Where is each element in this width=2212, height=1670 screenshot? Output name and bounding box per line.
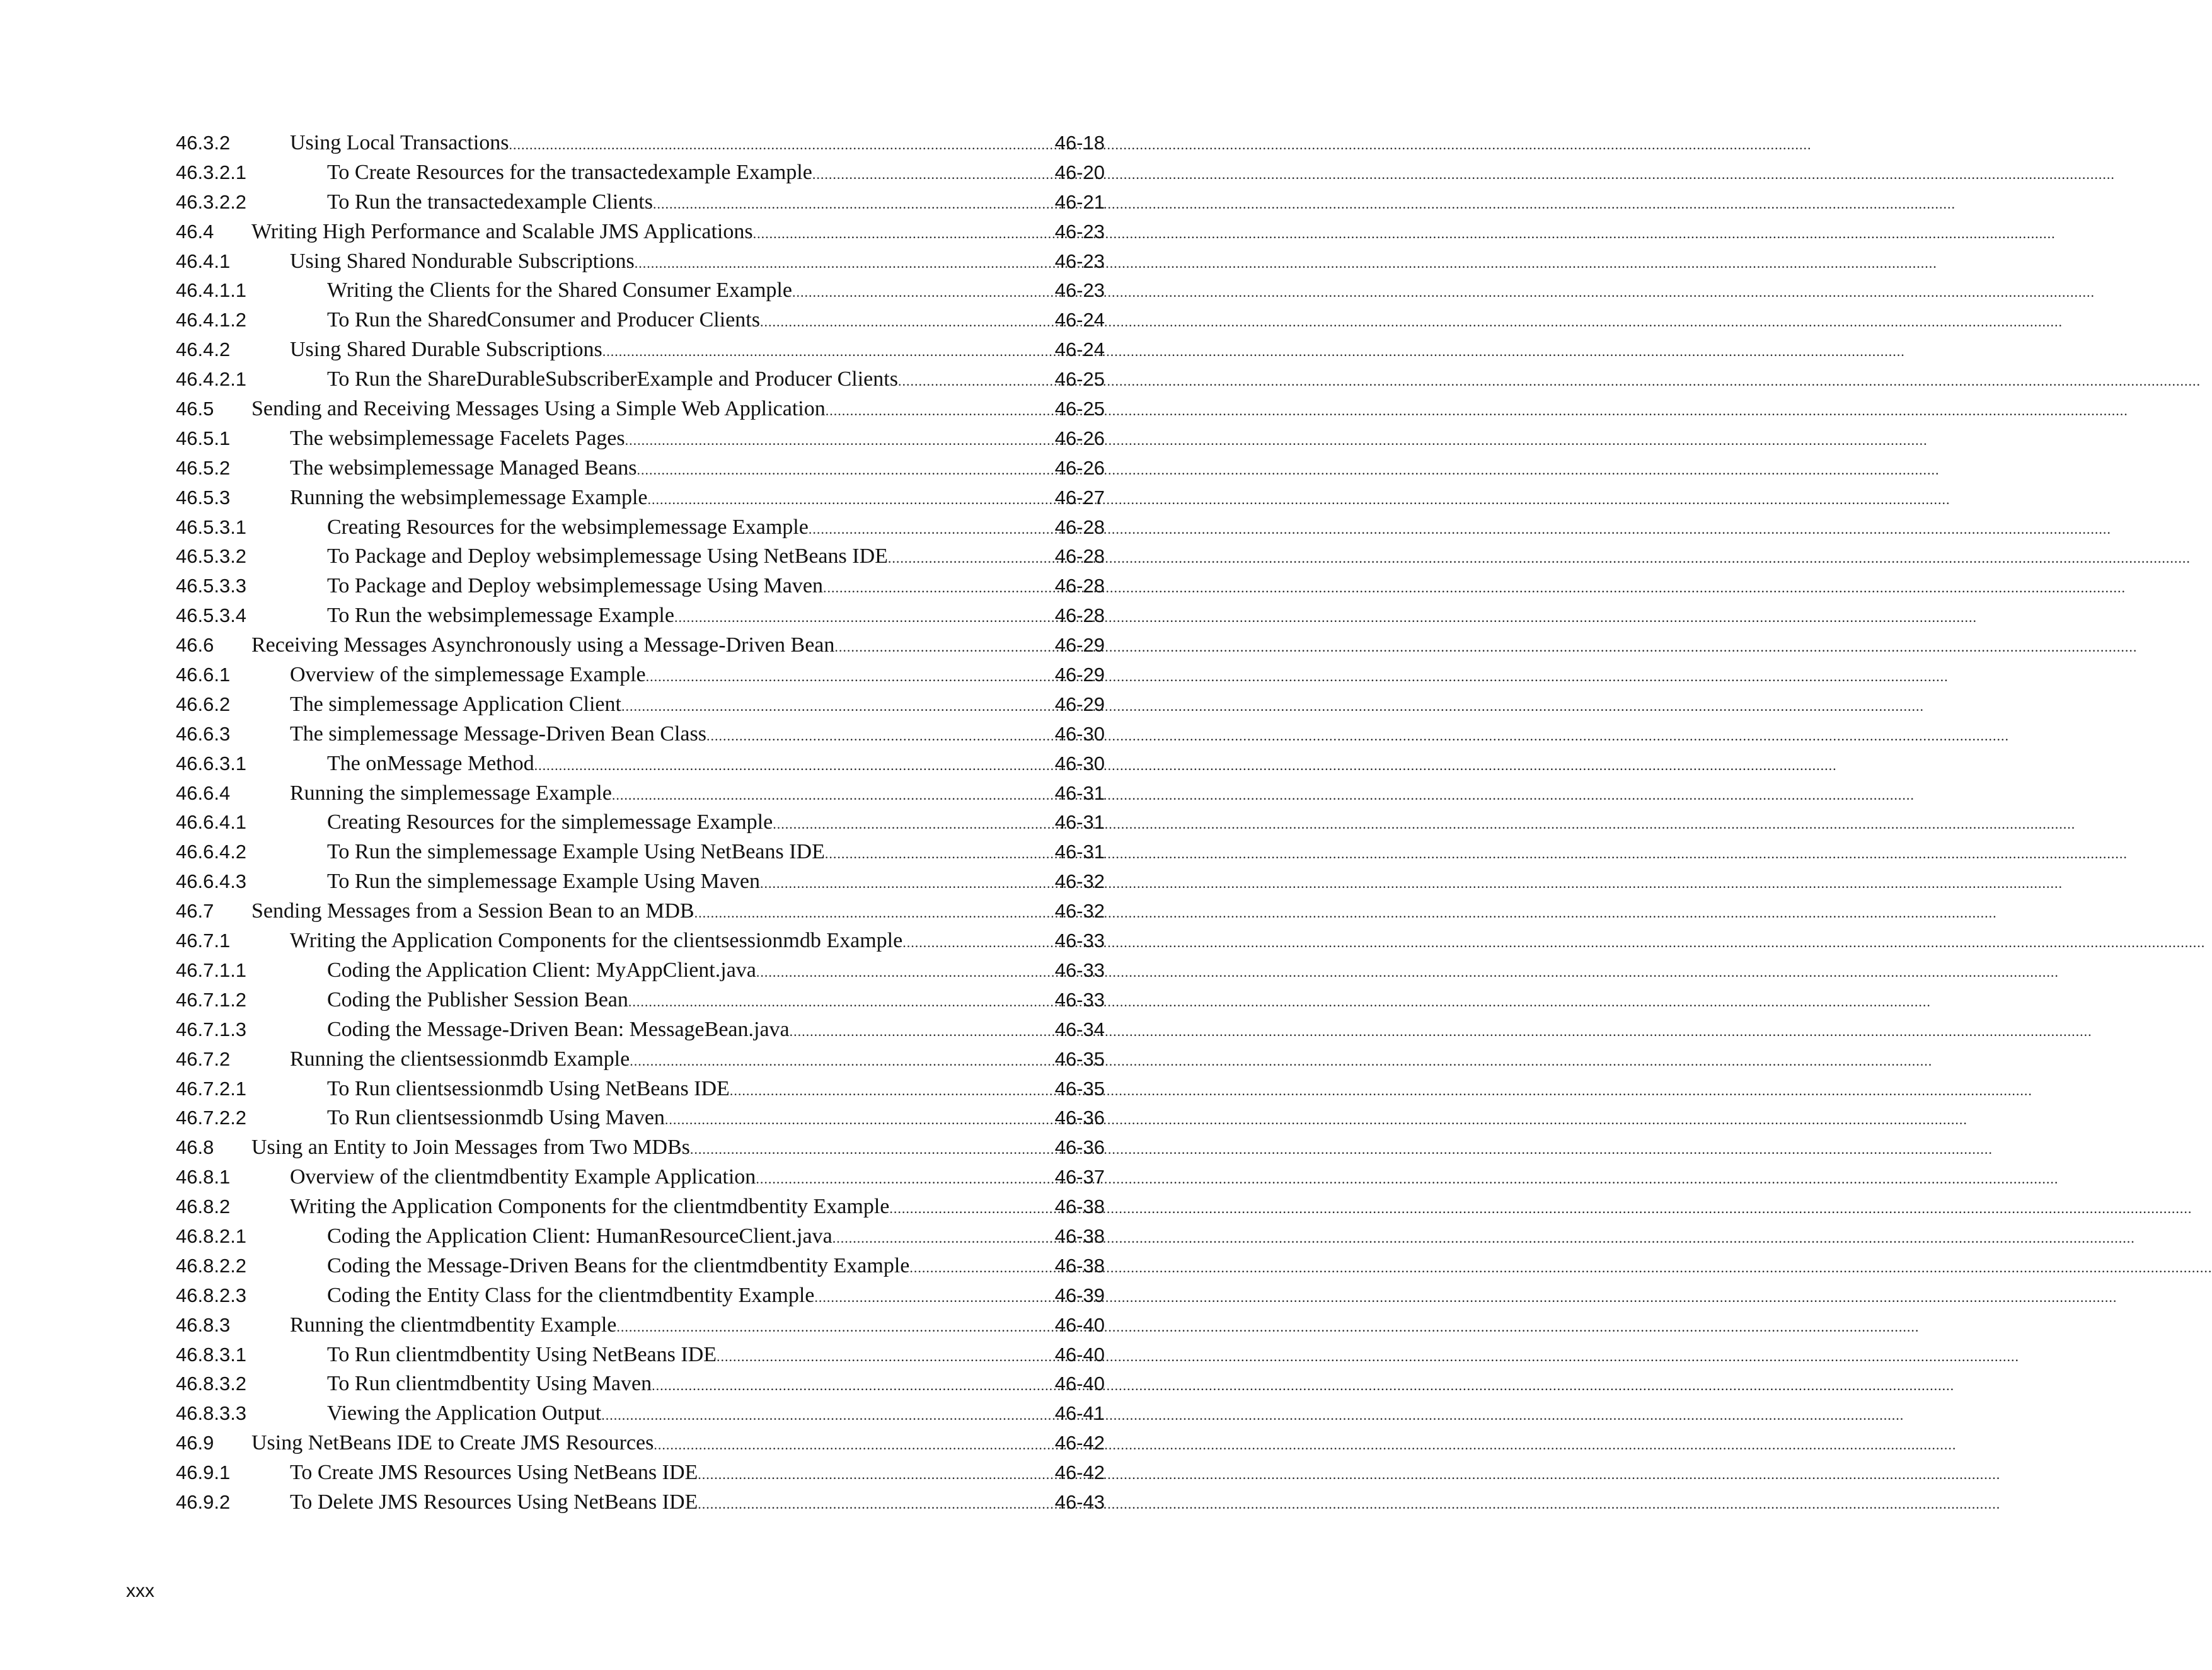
toc-entry-title[interactable]: To Run clientmdbentity Using NetBeans IDE: [327, 1342, 717, 1366]
toc-entry[interactable]: 46.8 Using an Entity to Join Messages from Two MDBs ..... 46-36: [176, 1133, 1105, 1163]
toc-entry-page[interactable]: 46-35: [1054, 1077, 1105, 1100]
toc-entry[interactable]: 46.5.3.4 To Run the websimplemessage Example ..... 46-28: [176, 601, 1105, 631]
toc-dot-leader: [756, 1165, 1032, 1194]
toc-entry-title[interactable]: Writing High Performance and Scalable JMS Applications: [251, 219, 753, 243]
toc-entry-page[interactable]: 46-18: [1054, 132, 1105, 154]
toc-dot-leader: [809, 515, 1032, 544]
toc-entry-page[interactable]: 46-39: [1054, 1284, 1105, 1306]
toc-entry-title[interactable]: To Run clientsessionmdb Using NetBeans IDE: [327, 1076, 730, 1100]
toc-entry-page[interactable]: 46-33: [1054, 959, 1105, 981]
toc-entry-page[interactable]: 46-36: [1054, 1107, 1105, 1129]
toc-entry-page[interactable]: 46-25: [1054, 398, 1105, 420]
toc-entry[interactable]: 46.3.2 Using Local Transactions ..... 46-18: [176, 129, 1105, 158]
toc-entry-page[interactable]: 46-31: [1054, 811, 1105, 834]
toc-entry-page[interactable]: 46-40: [1054, 1343, 1105, 1366]
toc-entry[interactable]: 46.8.2.2 Coding the Message-Driven Beans for the clientmdbentity Example ..... 46-38: [176, 1252, 1105, 1281]
toc-dot-leader: [652, 1371, 1032, 1401]
toc-entry-title[interactable]: To Run the websimplemessage Example: [327, 604, 674, 628]
toc-entry[interactable]: 46.9 Using NetBeans IDE to Create JMS Resources ..... 46-42: [176, 1429, 1105, 1458]
toc-entry[interactable]: 46.3.2.2 To Run the transactedexample Clients ..... 46-21: [176, 188, 1105, 217]
toc-entry-page[interactable]: 46-41: [1054, 1402, 1105, 1425]
toc-entry-page[interactable]: 46-28: [1054, 515, 1105, 538]
toc-entry-title[interactable]: To Package and Deploy websimplemessage Using Maven: [327, 574, 823, 598]
toc-entry-page[interactable]: 46-38: [1054, 1224, 1105, 1247]
toc-entry-title[interactable]: Running the clientmdbentity Example: [290, 1313, 617, 1337]
toc-entry-page[interactable]: 46-29: [1054, 634, 1105, 657]
toc-dot-leader: [902, 928, 1032, 958]
toc-dot-leader: [654, 1431, 1032, 1460]
toc-entry-title[interactable]: The simplemessage Application Client: [290, 692, 621, 716]
toc-entry-title[interactable]: Coding the Entity Class for the clientmdbentity Example: [327, 1283, 815, 1307]
toc-dot-leader: [792, 278, 1032, 308]
toc-entry-page[interactable]: 46-42: [1054, 1461, 1105, 1484]
toc-entry[interactable]: 46.8.3 Running the clientmdbentity Example ..... 46-40: [176, 1311, 1105, 1340]
toc-entry-title[interactable]: Writing the Application Components for the clientsessionmdb Example: [290, 929, 903, 953]
toc-entry-title[interactable]: Using NetBeans IDE to Create JMS Resources: [251, 1431, 654, 1455]
toc-entry[interactable]: 46.3.2.1 To Create Resources for the transactedexample Example ..... 46-20: [176, 158, 1105, 188]
toc-entry-page[interactable]: 46-43: [1054, 1490, 1105, 1513]
toc-dot-leader: [888, 544, 1032, 573]
toc-dot-leader: [698, 1490, 1032, 1519]
toc-entry[interactable]: 46.6.3.1 The onMessage Method ..... 46-30: [176, 749, 1105, 779]
toc-entry-title[interactable]: The websimplemessage Facelets Pages: [290, 426, 625, 450]
toc-entry-title[interactable]: Writing the Clients for the Shared Consumer Example: [327, 279, 792, 302]
toc-entry-title[interactable]: Writing the Application Components for the clientmdbentity Example: [290, 1195, 890, 1219]
toc-entry-title[interactable]: The websimplemessage Managed Beans: [290, 456, 637, 480]
toc-entry-page[interactable]: 46-33: [1054, 988, 1105, 1011]
toc-dot-leader: [690, 1135, 1032, 1165]
toc-entry[interactable]: 46.8.3.2 To Run clientmdbentity Using Maven ..... 46-40: [176, 1369, 1105, 1399]
toc-dot-leader: [834, 633, 1032, 662]
toc-dot-leader: [694, 899, 1032, 928]
toc-dot-leader: [730, 1076, 1032, 1106]
toc-entry[interactable]: 46.4.2 Using Shared Durable Subscriptions ..... 46-24: [176, 335, 1105, 365]
toc-entry-page[interactable]: 46-40: [1054, 1313, 1105, 1336]
toc-dot-leader: [823, 573, 1032, 603]
toc-entry[interactable]: 46.5.1 The websimplemessage Facelets Pages ..... 46-26: [176, 424, 1105, 454]
toc-entry-page[interactable]: 46-40: [1054, 1373, 1105, 1395]
toc-entry-title[interactable]: The onMessage Method: [327, 751, 534, 775]
toc-entry-page[interactable]: 46-24: [1054, 309, 1105, 331]
toc-dot-leader: [812, 160, 1032, 190]
toc-dot-leader: [625, 426, 1032, 456]
toc-entry[interactable]: 46.7.1.2 Coding the Publisher Session Bean ..... 46-33: [176, 986, 1105, 1015]
toc-dot-leader: [602, 337, 1032, 367]
toc-entry-page[interactable]: 46-42: [1054, 1432, 1105, 1454]
toc-dot-leader: [630, 1047, 1032, 1076]
toc-entry[interactable]: 46.5 Sending and Receiving Messages Using a Simple Web Application ..... 46-25: [176, 394, 1105, 424]
toc-dot-leader: [753, 219, 1032, 249]
toc-entry-page[interactable]: 46-36: [1054, 1136, 1105, 1159]
toc-entry-page[interactable]: 46-25: [1054, 368, 1105, 391]
toc-entry-title[interactable]: To Delete JMS Resources Using NetBeans IDE: [290, 1490, 698, 1514]
toc-dot-leader: [635, 249, 1032, 279]
toc-dot-leader: [612, 781, 1032, 810]
toc-entry[interactable]: 46.6.4.1 Creating Resources for the simplemessage Example ..... 46-31: [176, 808, 1105, 838]
toc-entry-page[interactable]: 46-23: [1054, 220, 1105, 243]
toc-entry[interactable]: 46.7 Sending Messages from a Session Bean to an MDB ..... 46-32: [176, 897, 1105, 926]
toc-entry[interactable]: 46.5.3 Running the websimplemessage Example ..... 46-27: [176, 483, 1105, 513]
toc-entry-title[interactable]: The simplemessage Message-Driven Bean Class: [290, 722, 706, 746]
toc-entry-title[interactable]: Using Shared Nondurable Subscriptions: [290, 249, 635, 273]
toc-entry[interactable]: 46.6.4.2 To Run the simplemessage Example Using NetBeans IDE ..... 46-31: [176, 838, 1105, 867]
toc-dot-leader: [509, 130, 1032, 160]
toc-entry-title[interactable]: To Run the ShareDurableSubscriberExample and Producer Clients: [327, 367, 898, 391]
toc-dot-leader: [832, 1224, 1032, 1253]
toc-entry-page[interactable]: 46-37: [1054, 1166, 1105, 1189]
toc-entry[interactable]: 46.8.2.1 Coding the Application Client: HumanResourceClient.java ..... 46-38: [176, 1222, 1105, 1252]
toc-entry-page[interactable]: 46-23: [1054, 279, 1105, 302]
toc-entry-page[interactable]: 46-26: [1054, 427, 1105, 449]
toc-entry-title[interactable]: Coding the Message-Driven Beans for the clientmdbentity Example: [327, 1253, 910, 1277]
toc-dot-leader: [760, 308, 1032, 337]
toc-entry-title[interactable]: To Run clientmdbentity Using Maven: [327, 1372, 652, 1396]
toc-dot-leader: [621, 692, 1032, 722]
toc-entry-title[interactable]: Sending Messages from a Session Bean to an MDB: [251, 899, 694, 923]
toc-entry[interactable]: 46.8.3.3 Viewing the Application Output ..... 46-41: [176, 1399, 1105, 1429]
toc-entry-page[interactable]: 46-21: [1054, 190, 1105, 213]
toc-entry-title[interactable]: Overview of the clientmdbentity Example Application: [290, 1165, 756, 1189]
toc-entry[interactable]: 46.7.2 Running the clientsessionmdb Example ..... 46-35: [176, 1045, 1105, 1074]
toc-dot-leader: [653, 190, 1032, 219]
toc-entry-title[interactable]: To Run the SharedConsumer and Producer Clients: [327, 308, 760, 332]
table-of-contents: [176, 129, 1105, 1517]
toc-entry-title[interactable]: Coding the Message-Driven Bean: MessageBean.java: [327, 1017, 790, 1041]
toc-dot-leader: [637, 456, 1032, 485]
toc-entry-page[interactable]: 46-28: [1054, 545, 1105, 568]
toc-entry-page[interactable]: 46-30: [1054, 752, 1105, 775]
toc-entry-title[interactable]: To Run the simplemessage Example Using NetBeans IDE: [327, 840, 825, 864]
toc-entry-title[interactable]: Coding the Publisher Session Bean: [327, 988, 628, 1011]
toc-entry[interactable]: 46.7.1.1 Coding the Application Client: MyAppClient.java ..... 46-33: [176, 956, 1105, 986]
toc-dot-leader: [826, 396, 1032, 426]
toc-entry-title[interactable]: Viewing the Application Output: [327, 1402, 602, 1425]
toc-entry-page[interactable]: 46-28: [1054, 604, 1105, 627]
toc-entry[interactable]: 46.8.2 Writing the Application Components for the clientmdbentity Example ..... 46-38: [176, 1192, 1105, 1222]
toc-entry[interactable]: 46.8.2.3 Coding the Entity Class for the clientmdbentity Example ..... 46-39: [176, 1281, 1105, 1311]
toc-entry[interactable]: 46.6.4.3 To Run the simplemessage Example Using Maven ..... 46-32: [176, 867, 1105, 897]
toc-entry[interactable]: 46.9.1 To Create JMS Resources Using NetBeans IDE ..... 46-42: [176, 1458, 1105, 1488]
toc-entry[interactable]: 46.5.3.1 Creating Resources for the websimplemessage Example ..... 46-28: [176, 513, 1105, 543]
toc-entry-title[interactable]: Coding the Application Client: MyAppClient.java: [327, 958, 756, 982]
toc-entry-page[interactable]: 46-32: [1054, 870, 1105, 893]
toc-dot-leader: [756, 958, 1032, 988]
toc-dot-leader: [909, 1253, 1032, 1283]
toc-dot-leader: [706, 722, 1032, 751]
toc-entry-title[interactable]: To Run the transactedexample Clients: [327, 190, 653, 214]
toc-dot-leader: [601, 1401, 1032, 1431]
toc-dot-leader: [889, 1194, 1032, 1224]
toc-entry-title[interactable]: Overview of the simplemessage Example: [290, 663, 646, 687]
toc-entry-page[interactable]: 46-24: [1054, 338, 1105, 361]
toc-entry[interactable]: 46.6.4 Running the simplemessage Example ..... 46-31: [176, 779, 1105, 809]
toc-entry[interactable]: 46.4 Writing High Performance and Scalable JMS Applications ..... 46-23: [176, 217, 1105, 247]
toc-dot-leader: [760, 869, 1032, 899]
toc-entry-page[interactable]: 46-28: [1054, 575, 1105, 597]
toc-entry[interactable]: 46.4.1 Using Shared Nondurable Subscriptions ..... 46-23: [176, 247, 1105, 277]
toc-dot-leader: [773, 810, 1032, 839]
toc-entry-title[interactable]: Running the simplemessage Example: [290, 781, 612, 805]
toc-dot-leader: [698, 1460, 1032, 1490]
toc-dot-leader: [616, 1313, 1032, 1342]
toc-entry-page[interactable]: 46-30: [1054, 722, 1105, 745]
toc-entry[interactable]: 46.6.3 The simplemessage Message-Driven Bean Class ..... 46-30: [176, 720, 1105, 749]
toc-entry[interactable]: 46.7.1 Writing the Application Components for the clientsessionmdb Example ..... 46-33: [176, 926, 1105, 956]
toc-dot-leader: [790, 1017, 1032, 1047]
toc-entry-page[interactable]: 46-38: [1054, 1254, 1105, 1277]
toc-entry-title[interactable]: Using Shared Durable Subscriptions: [290, 338, 602, 362]
toc-entry-page[interactable]: 46-38: [1054, 1195, 1105, 1218]
toc-entry-title[interactable]: Creating Resources for the websimplemessage Example: [327, 515, 809, 539]
toc-entry[interactable]: 46.8.1 Overview of the clientmdbentity Example Application ..... 46-37: [176, 1163, 1105, 1192]
toc-entry[interactable]: 46.8.3.1 To Run clientmdbentity Using NetBeans IDE ..... 46-40: [176, 1340, 1105, 1370]
toc-entry[interactable]: 46.6.2 The simplemessage Application Client ..... 46-29: [176, 690, 1105, 720]
toc-entry[interactable]: 46.7.2.1 To Run clientsessionmdb Using NetBeans IDE ..... 46-35: [176, 1074, 1105, 1104]
toc-entry-title[interactable]: Creating Resources for the simplemessage Example: [327, 810, 773, 834]
toc-entry-page[interactable]: 46-29: [1054, 664, 1105, 686]
toc-entry[interactable]: 46.4.2.1 To Run the ShareDurableSubscriberExample and Producer Clients ..... 46-25: [176, 365, 1105, 394]
toc-entry[interactable]: 46.4.1.1 Writing the Clients for the Shared Consumer Example ..... 46-23: [176, 276, 1105, 306]
page-folio: xxx: [126, 1581, 154, 1601]
toc-entry-page[interactable]: 46-35: [1054, 1047, 1105, 1070]
toc-entry-title[interactable]: To Package and Deploy websimplemessage Using NetBeans IDE: [327, 544, 888, 568]
toc-entry-page[interactable]: 46-29: [1054, 693, 1105, 715]
toc-entry[interactable]: 46.7.2.2 To Run clientsessionmdb Using Maven ..... 46-36: [176, 1103, 1105, 1133]
toc-dot-leader: [814, 1283, 1032, 1313]
toc-entry[interactable]: 46.5.2 The websimplemessage Managed Beans ..... 46-26: [176, 454, 1105, 483]
toc-entry[interactable]: 46.5.3.3 To Package and Deploy websimplemessage Using Maven ..... 46-28: [176, 572, 1105, 601]
toc-entry-page[interactable]: 46-31: [1054, 841, 1105, 863]
toc-entry-title[interactable]: Running the websimplemessage Example: [290, 485, 648, 509]
toc-entry-title[interactable]: Receiving Messages Asynchronously using a Message-Driven Bean: [251, 633, 835, 657]
toc-dot-leader: [534, 751, 1032, 781]
toc-entry-page[interactable]: 46-34: [1054, 1018, 1105, 1040]
toc-entry-page[interactable]: 46-27: [1054, 486, 1105, 509]
toc-entry-title[interactable]: To Create JMS Resources Using NetBeans IDE: [290, 1461, 698, 1485]
toc-entry-page[interactable]: 46-20: [1054, 161, 1105, 183]
toc-dot-leader: [898, 367, 1032, 396]
toc-entry-title[interactable]: To Run clientsessionmdb Using Maven: [327, 1106, 665, 1130]
toc-dot-leader: [648, 485, 1032, 515]
toc-entry-title[interactable]: Using an Entity to Join Messages from Two MDBs: [251, 1136, 690, 1160]
toc-entry-title[interactable]: Sending and Receiving Messages Using a Simple Web Application: [251, 397, 826, 421]
toc-entry-page[interactable]: 46-31: [1054, 781, 1105, 804]
toc-entry[interactable]: 46.6.1 Overview of the simplemessage Example ..... 46-29: [176, 660, 1105, 690]
toc-entry-page[interactable]: 46-26: [1054, 456, 1105, 479]
toc-entry-page[interactable]: 46-32: [1054, 900, 1105, 923]
toc-entry-page[interactable]: 46-33: [1054, 930, 1105, 952]
toc-entry[interactable]: 46.5.3.2 To Package and Deploy websimplemessage Using NetBeans IDE ..... 46-28: [176, 542, 1105, 572]
toc-entry-title[interactable]: To Create Resources for the transactedexample Example: [327, 160, 812, 184]
toc-dot-leader: [674, 603, 1032, 633]
toc-dot-leader: [825, 839, 1032, 869]
toc-dot-leader: [646, 662, 1032, 692]
toc-entry-title[interactable]: Coding the Application Client: HumanResourceClient.java: [327, 1224, 832, 1248]
toc-dot-leader: [717, 1342, 1032, 1372]
toc-entry-title[interactable]: Running the clientsessionmdb Example: [290, 1047, 630, 1071]
toc-entry[interactable]: 46.4.1.2 To Run the SharedConsumer and Producer Clients ..... 46-24: [176, 306, 1105, 335]
toc-entry-page[interactable]: 46-23: [1054, 250, 1105, 272]
toc-entry[interactable]: 46.6 Receiving Messages Asynchronously using a Message-Driven Bean ..... 46-29: [176, 631, 1105, 660]
toc-dot-leader: [665, 1105, 1032, 1135]
toc-entry[interactable]: 46.9.2 To Delete JMS Resources Using NetBeans IDE ..... 46-43: [176, 1488, 1105, 1517]
toc-dot-leader: [628, 988, 1032, 1017]
toc-entry-title[interactable]: To Run the simplemessage Example Using Maven: [327, 870, 760, 894]
toc-entry[interactable]: 46.7.1.3 Coding the Message-Driven Bean: MessageBean.java ..... 46-34: [176, 1015, 1105, 1045]
toc-entry-title[interactable]: Using Local Transactions: [290, 131, 509, 154]
